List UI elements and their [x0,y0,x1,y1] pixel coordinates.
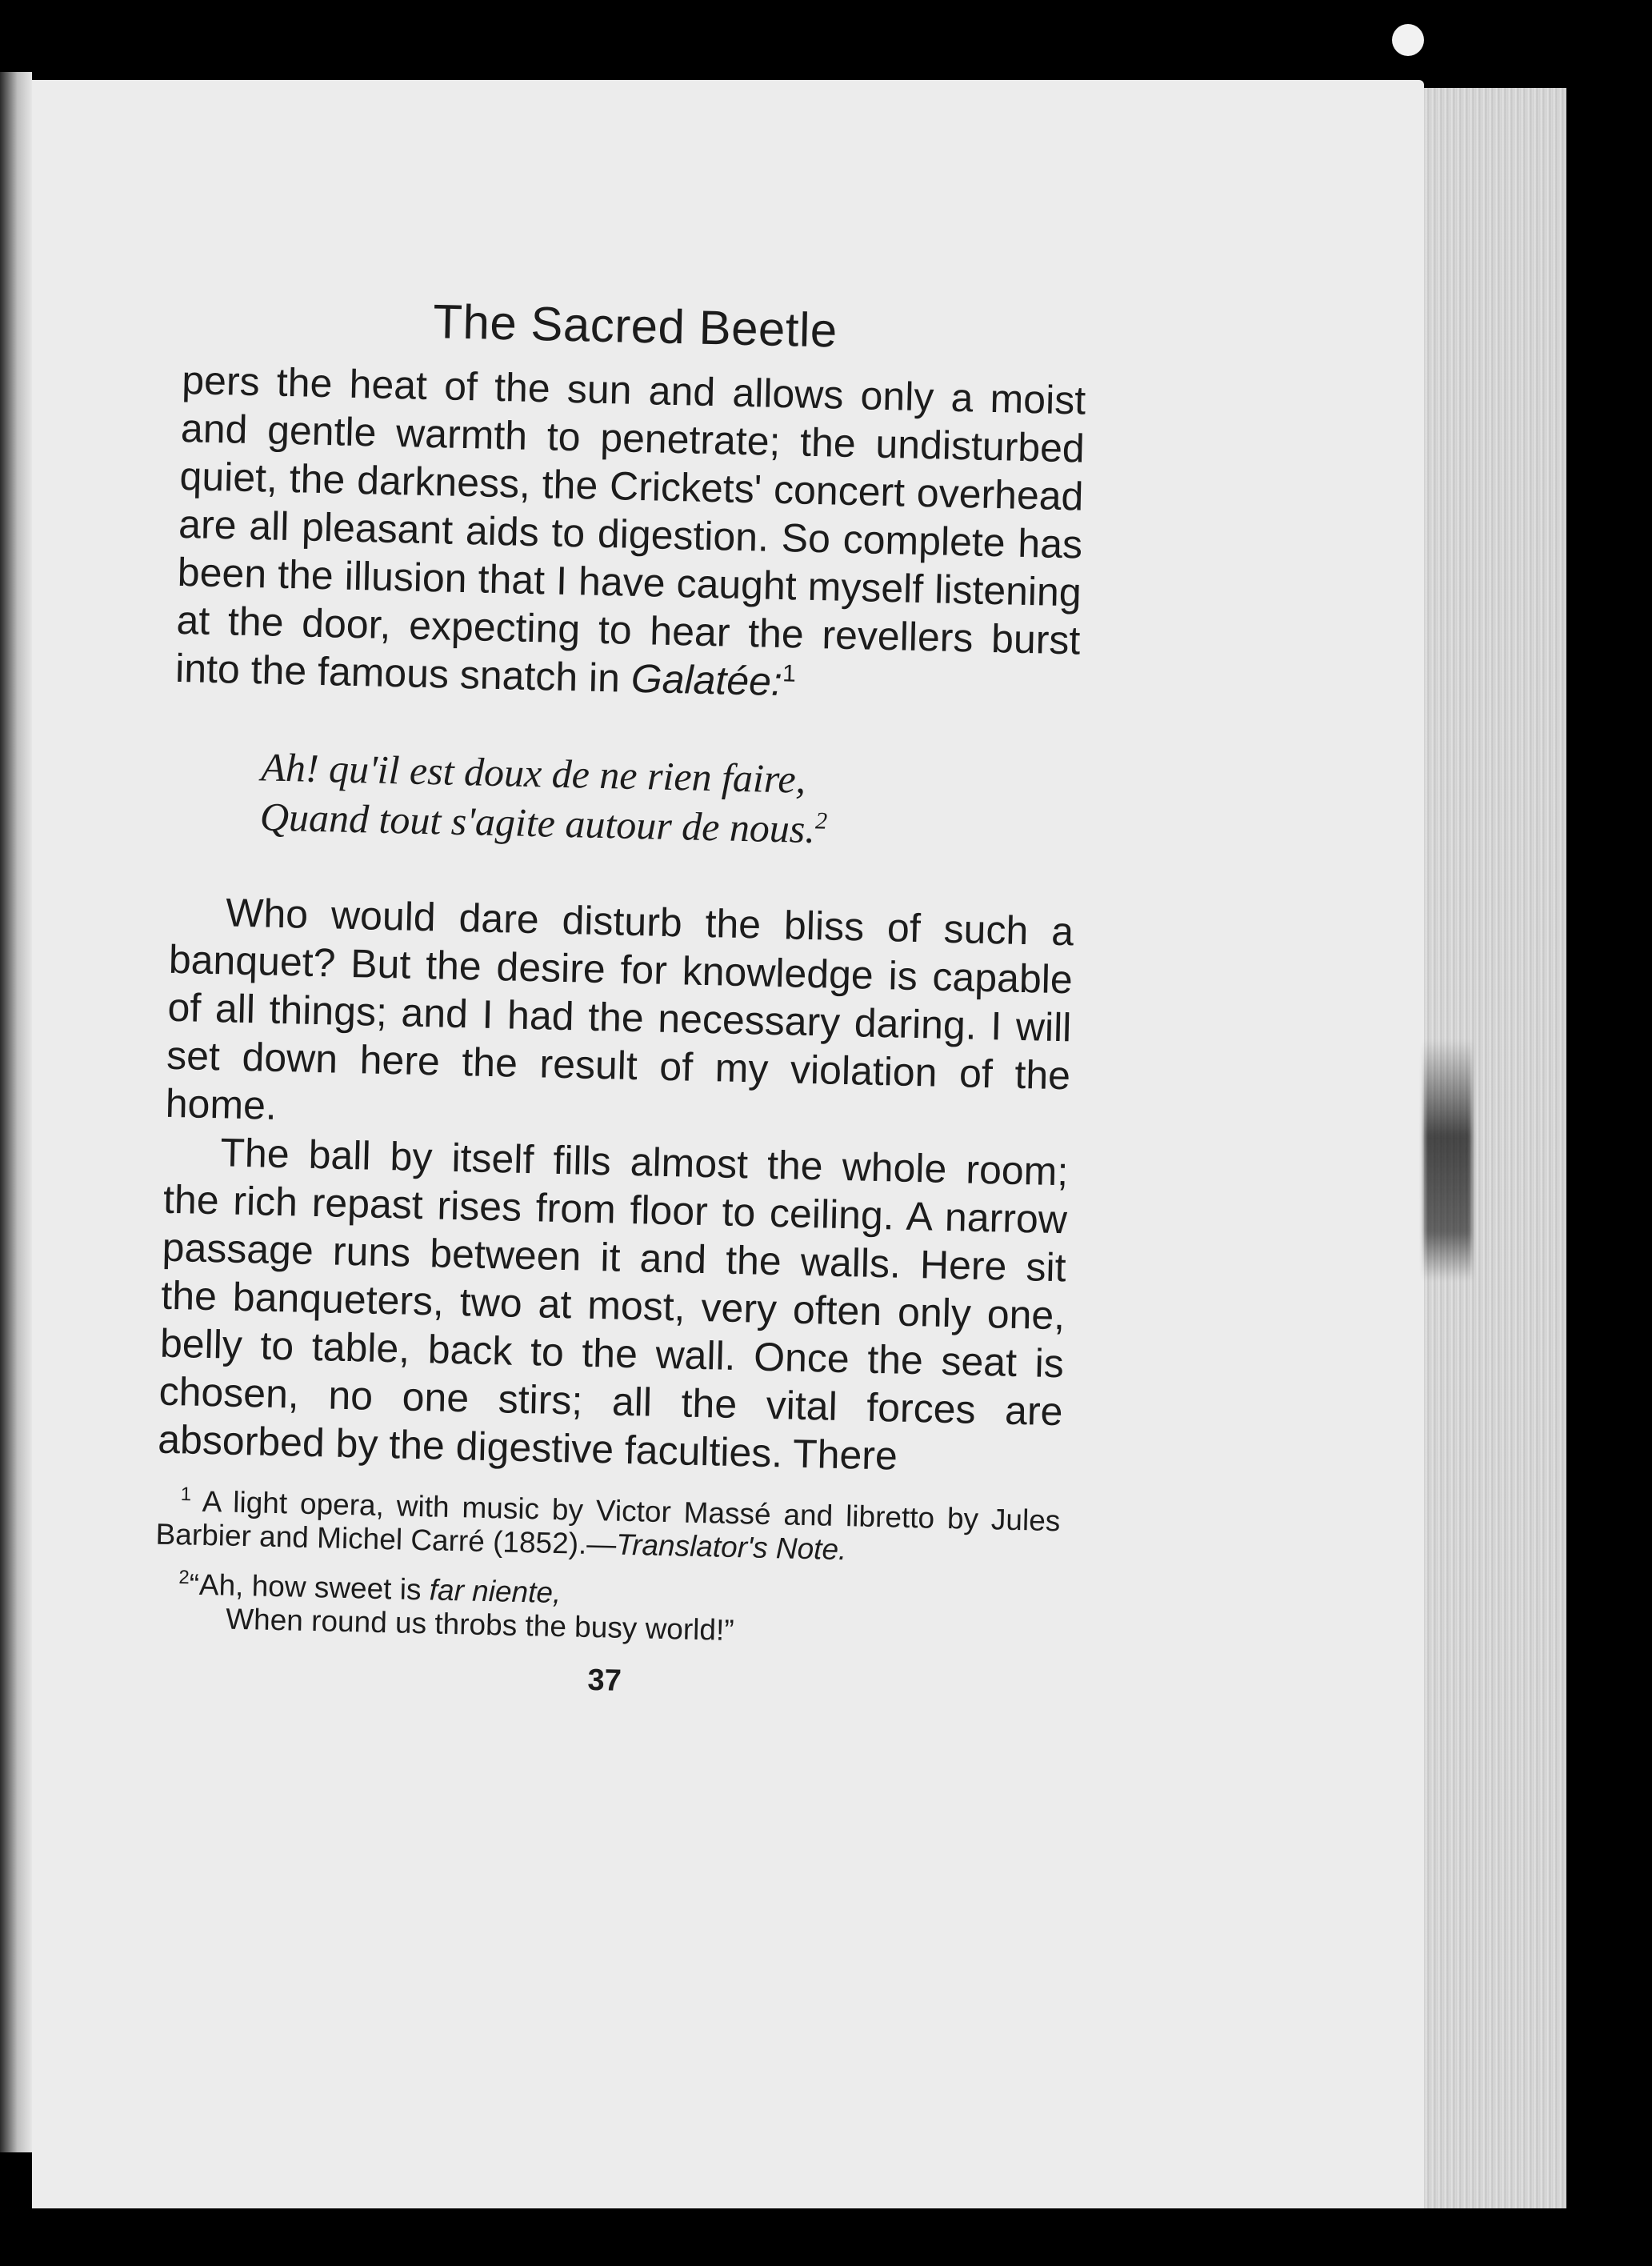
paragraph-1 [175,356,1086,713]
verse-line-1: Ah! qu'il est doux de ne rien faire, [260,744,806,802]
footnote-ref-1[interactable]: 1 [782,660,797,687]
paragraph-1-text: pers the heat of the sun and allows only a moist and gentle warmth to penetrate; the undisturbed quiet, the darkness, the Crickets' concert overhead are all pleasant aids to digestion. So complete has been the illusion that I have caught myself listening at the door, expecting to hear the revellers burst into the famous snatch in [174,357,1086,701]
verse-quote [259,742,1078,859]
footnote-1-attribution: Translator's Note. [615,1527,847,1567]
footnote-2 [154,1567,1059,1655]
page-text-block [152,288,1087,1708]
footnote-1-number: 1 [180,1483,192,1506]
footnote-2-line-2: When round us throbs the busy world!” [225,1602,735,1647]
opera-title: Galatée: [630,655,783,705]
footnote-2-number: 2 [178,1566,190,1589]
verse-line-2: Quand tout s'agite autour de nous. [259,794,816,852]
footnote-1 [155,1484,1061,1572]
left-page-edge [0,72,32,2152]
footnote-ref-2[interactable]: 2 [814,807,828,835]
scan-artifact [1392,24,1424,56]
footnote-2-line-1: Ah, how sweet is [198,1567,430,1607]
paragraph-2: Who would dare disturb the bliss of such a banquet? But the desire for knowledge is capable of all things; and I had the necessary daring. I will set down here the result of my violation of the home. [165,890,1074,1128]
footnote-2-open-quote: “ [189,1567,200,1601]
verse-line-2-wrap [259,791,1076,859]
footnote-2-italic: far niente, [429,1573,562,1610]
page-number: 37 [587,1663,622,1698]
running-head: The Sacred Beetle [432,294,838,358]
footnotes [154,1484,1061,1655]
scan-smudge [1424,1040,1472,1280]
paragraph-3: The ball by itself fills almost the whole room; the rich repast rises from floor to ceiling. A narrow passage runs between it and the walls. Here sit the banqueters, two at most, very often only one, belly to table, back to the wall. Once the seat is chosen, no one stirs; all the vital forces are absorbed by the digestive faculties. There [157,1130,1069,1479]
footnote-1-text: A light opera, with music by Victor Massé and libretto by Jules Barbier and Michel Carré (1852).— [155,1484,1061,1561]
